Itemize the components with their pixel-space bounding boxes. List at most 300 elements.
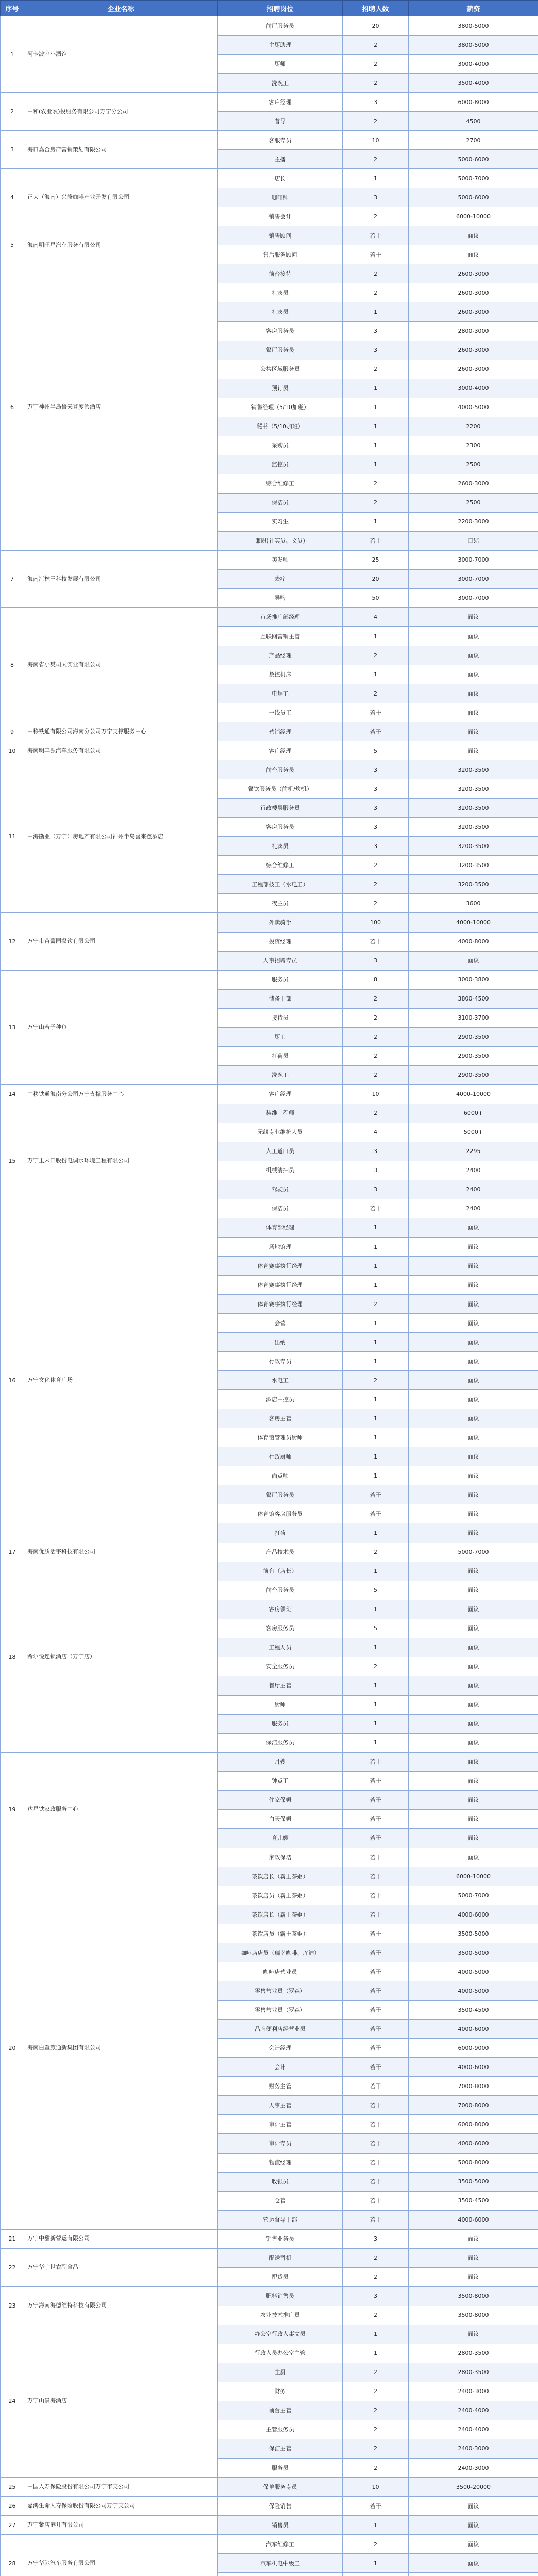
- headcount-cell: 1: [343, 1562, 409, 1581]
- headcount-cell: 2: [343, 55, 409, 74]
- salary-cell: 4000-6000: [409, 2134, 538, 2153]
- salary-cell: 面议: [409, 1600, 538, 1619]
- headcount-cell: 3: [343, 799, 409, 818]
- headcount-cell: 2: [343, 1657, 409, 1676]
- headcount-cell: 若干: [343, 2058, 409, 2077]
- headcount-cell: 2: [343, 875, 409, 894]
- salary-cell: 面议: [409, 1733, 538, 1752]
- salary-cell: 面议: [409, 951, 538, 970]
- headcount-cell: 2: [343, 2439, 409, 2458]
- row-index: 19: [1, 1752, 24, 1867]
- position-cell: 行政人员办公室主管: [218, 2344, 343, 2363]
- salary-cell: 面议: [409, 1676, 538, 1695]
- salary-cell: 4000-10000: [409, 1084, 538, 1104]
- row-index: 11: [1, 760, 24, 913]
- salary-cell: 4000-6000: [409, 2058, 538, 2077]
- position-cell: 保洁员: [218, 493, 343, 512]
- position-cell: 体育赛事执行经理: [218, 1257, 343, 1276]
- position-cell: 白天保姆: [218, 1809, 343, 1828]
- salary-cell: 面议: [409, 1314, 538, 1333]
- position-cell: 销售顾问: [218, 226, 343, 245]
- salary-cell: 4000-5000: [409, 1981, 538, 2001]
- table-row: [1, 93, 538, 112]
- company-name-cell: 中和(农业农)投服务有限公司万宁分公司: [24, 93, 218, 131]
- headcount-cell: 1: [343, 1218, 409, 1237]
- salary-cell: 3000-3800: [409, 970, 538, 989]
- headcount-cell: 3: [343, 1180, 409, 1199]
- position-cell: 配货员: [218, 2267, 343, 2286]
- headcount-cell: 2: [343, 1065, 409, 1084]
- salary-cell: 面议: [409, 1218, 538, 1237]
- salary-cell: 3000-7000: [409, 569, 538, 588]
- position-cell: 体育部经理: [218, 1218, 343, 1237]
- company-name-cell: 正大（海南）兴隆咖啡产业开发有限公司: [24, 169, 218, 226]
- position-cell: 餐饮服务员（前机/炊机）: [218, 779, 343, 799]
- table-row: [1, 169, 538, 188]
- salary-cell: 面议: [409, 2325, 538, 2344]
- headcount-cell: 1: [343, 379, 409, 398]
- row-index: 2: [1, 93, 24, 131]
- salary-cell: 3000-4000: [409, 379, 538, 398]
- row-index: 7: [1, 550, 24, 607]
- position-cell: 主播: [218, 150, 343, 169]
- salary-cell: 面议: [409, 1619, 538, 1638]
- headcount-cell: 1: [343, 302, 409, 321]
- position-cell: 肥料销售员: [218, 2286, 343, 2306]
- company-name-cell: 海南优质活宇科技有限公司: [24, 1543, 218, 1562]
- position-cell: 工程人员: [218, 1638, 343, 1657]
- position-cell: 销售员: [218, 2516, 343, 2535]
- position-cell: 客房服务员: [218, 321, 343, 341]
- salary-cell: 面议: [409, 684, 538, 703]
- headcount-cell: 若干: [343, 1943, 409, 1962]
- headcount-cell: 若干: [343, 245, 409, 264]
- row-index: 14: [1, 1084, 24, 1104]
- salary-cell: 2400-3000: [409, 2459, 538, 2478]
- salary-cell: 4000-6000: [409, 2020, 538, 2039]
- headcount-cell: 2: [343, 2420, 409, 2439]
- position-cell: 会营: [218, 1314, 343, 1333]
- headcount-cell: 2: [343, 112, 409, 131]
- headcount-cell: 1: [343, 1276, 409, 1295]
- headcount-cell: 若干: [343, 1828, 409, 1848]
- salary-cell: 2300: [409, 436, 538, 455]
- salary-cell: 5000-8000: [409, 2153, 538, 2172]
- position-cell: 前台接待: [218, 264, 343, 283]
- salary-cell: 2600-3000: [409, 474, 538, 493]
- salary-cell: 面议: [409, 1771, 538, 1790]
- salary-cell: 面议: [409, 1790, 538, 1809]
- headcount-cell: 2: [343, 360, 409, 379]
- headcount-cell: 3: [343, 951, 409, 970]
- position-cell: 前台主管: [218, 2401, 343, 2420]
- position-cell: 礼宾员: [218, 302, 343, 321]
- position-cell: 厨师: [218, 55, 343, 74]
- headcount-cell: 3: [343, 93, 409, 112]
- company-name-cell: 希尔悦连锁酒店（万宁店）: [24, 1562, 218, 1752]
- table-row: [1, 2248, 538, 2267]
- position-cell: 销售业务员: [218, 2229, 343, 2248]
- salary-cell: 面议: [409, 1562, 538, 1581]
- position-cell: 茶饮店员（霸王茶姬）: [218, 1886, 343, 1905]
- position-cell: 行政楼层服务员: [218, 799, 343, 818]
- position-cell: 综合维修工: [218, 474, 343, 493]
- salary-cell: 3200-3500: [409, 760, 538, 779]
- salary-cell: 3500-5000: [409, 1943, 538, 1962]
- headcount-cell: 2: [343, 2459, 409, 2478]
- position-cell: 汽车维修工: [218, 2535, 343, 2554]
- position-cell: 主管服务员: [218, 2420, 343, 2439]
- salary-cell: 3500-8000: [409, 2306, 538, 2325]
- position-cell: 会计经理: [218, 2039, 343, 2058]
- headcount-cell: 3: [343, 321, 409, 341]
- salary-cell: 面议: [409, 1333, 538, 1352]
- headcount-cell: 若干: [343, 1886, 409, 1905]
- headcount-cell: 1: [343, 1638, 409, 1657]
- company-name-cell: 万宁华驰汽车服务有限公司: [24, 2535, 218, 2576]
- salary-cell: 2700: [409, 131, 538, 150]
- headcount-cell: 2: [343, 1027, 409, 1046]
- salary-cell: 2600-3000: [409, 302, 538, 321]
- salary-cell: 4000-10000: [409, 913, 538, 932]
- table-row: [1, 226, 538, 245]
- position-cell: 前台服务员: [218, 760, 343, 779]
- headcount-cell: 2: [343, 1046, 409, 1065]
- headcount-cell: 10: [343, 1084, 409, 1104]
- salary-cell: 3200-3500: [409, 837, 538, 856]
- salary-cell: 2900-3500: [409, 1027, 538, 1046]
- salary-cell: 4000-5000: [409, 1962, 538, 1981]
- salary-cell: 4500: [409, 112, 538, 131]
- headcount-cell: 若干: [343, 531, 409, 550]
- position-cell: 洗碗工: [218, 74, 343, 93]
- headcount-cell: 5: [343, 741, 409, 760]
- headcount-cell: 2: [343, 493, 409, 512]
- position-cell: 数控机床: [218, 665, 343, 684]
- position-cell: 农业技术推广员: [218, 2306, 343, 2325]
- headcount-cell: 2: [343, 1104, 409, 1123]
- row-index: 12: [1, 913, 24, 970]
- salary-cell: 3100-3700: [409, 1008, 538, 1027]
- position-cell: 餐厅服务员: [218, 341, 343, 360]
- table-row: [1, 760, 538, 779]
- headcount-cell: 1: [343, 1523, 409, 1543]
- salary-cell: 3500-8000: [409, 2286, 538, 2306]
- salary-cell: 面议: [409, 646, 538, 665]
- salary-cell: 面议: [409, 1695, 538, 1714]
- company-name-cell: 万宁紫店港开有限公司: [24, 2516, 218, 2535]
- headcount-cell: 3: [343, 837, 409, 856]
- position-cell: 餐厅服务员: [218, 1485, 343, 1504]
- headcount-cell: 若干: [343, 1924, 409, 1943]
- salary-cell: 6000-10000: [409, 1867, 538, 1886]
- position-cell: 财务: [218, 2382, 343, 2401]
- salary-cell: 2400-4000: [409, 2401, 538, 2420]
- headcount-cell: 2: [343, 2535, 409, 2554]
- headcount-cell: 1: [343, 2325, 409, 2344]
- table-row: [1, 741, 538, 760]
- salary-cell: 面议: [409, 2497, 538, 2516]
- salary-cell: 3800-4500: [409, 989, 538, 1008]
- salary-cell: 面议: [409, 2229, 538, 2248]
- salary-cell: 2400: [409, 1161, 538, 1180]
- headcount-cell: 若干: [343, 1199, 409, 1218]
- salary-cell: 2800-3500: [409, 2363, 538, 2382]
- salary-cell: 面议: [409, 1828, 538, 1848]
- position-cell: 咖啡店店员（瑞幸咖啡、库迪）: [218, 1943, 343, 1962]
- position-cell: 育儿嫂: [218, 1828, 343, 1848]
- headcount-cell: 2: [343, 1295, 409, 1314]
- headcount-cell: 2: [343, 207, 409, 226]
- headcount-cell: 1: [343, 398, 409, 417]
- position-cell: 夜主员: [218, 894, 343, 913]
- salary-cell: 2500: [409, 493, 538, 512]
- table-row: [1, 131, 538, 150]
- company-name-cell: 万宁玉末田股份电调水环境工程有限公司: [24, 1104, 218, 1218]
- company-name-cell: 阿卡波室小酒馆: [24, 16, 218, 93]
- position-cell: 服务员: [218, 970, 343, 989]
- company-name-cell: 海南省小樊司太实业有限公司: [24, 607, 218, 722]
- headcount-cell: 若干: [343, 2020, 409, 2039]
- salary-cell: 3200-3500: [409, 875, 538, 894]
- salary-cell: 3000-7000: [409, 588, 538, 607]
- position-cell: 酒店中控员: [218, 1390, 343, 1409]
- salary-cell: 5000+: [409, 1123, 538, 1142]
- position-cell: 零售营业员（罗森）: [218, 2001, 343, 2020]
- salary-cell: 7000-8000: [409, 2096, 538, 2115]
- position-cell: 客服专员: [218, 131, 343, 150]
- position-cell: 去疗: [218, 569, 343, 588]
- job-table-body: [1, 16, 538, 2576]
- position-cell: 财务主管: [218, 2077, 343, 2096]
- headcount-cell: 1: [343, 1352, 409, 1371]
- headcount-cell: 3: [343, 188, 409, 207]
- salary-cell: 3500-4000: [409, 74, 538, 93]
- row-index: 6: [1, 264, 24, 550]
- headcount-cell: 20: [343, 569, 409, 588]
- position-cell: 保洁主管: [218, 2439, 343, 2458]
- salary-cell: 2400-3000: [409, 2439, 538, 2458]
- headcount-cell: 5: [343, 1619, 409, 1638]
- position-cell: 客户经理: [218, 93, 343, 112]
- salary-cell: 面议: [409, 1466, 538, 1485]
- position-cell: 保单服务专员: [218, 2478, 343, 2497]
- headcount-cell: 1: [343, 2344, 409, 2363]
- headcount-cell: 若干: [343, 1848, 409, 1867]
- salary-cell: 2200: [409, 417, 538, 436]
- headcount-cell: 若干: [343, 2001, 409, 2020]
- position-cell: 公共区域服务员: [218, 360, 343, 379]
- salary-cell: 3500-5000: [409, 1924, 538, 1943]
- salary-cell: 2400-3000: [409, 2382, 538, 2401]
- position-cell: 装维工程师: [218, 1104, 343, 1123]
- salary-cell: 面议: [409, 665, 538, 684]
- salary-cell: 2900-3500: [409, 1046, 538, 1065]
- salary-cell: 面议: [409, 1714, 538, 1733]
- table-row: [1, 2478, 538, 2497]
- position-cell: 茶饮店长（霸王茶姬）: [218, 1905, 343, 1924]
- table-row: [1, 1752, 538, 1771]
- position-cell: 安全服务员: [218, 1657, 343, 1676]
- salary-cell: 3500-4500: [409, 2001, 538, 2020]
- headcount-cell: 3: [343, 779, 409, 799]
- position-cell: 场地馆理: [218, 1238, 343, 1257]
- headcount-cell: 2: [343, 2382, 409, 2401]
- salary-cell: 5000-7000: [409, 169, 538, 188]
- salary-cell: 面议: [409, 722, 538, 741]
- salary-cell: 2500: [409, 455, 538, 474]
- row-index: 18: [1, 1562, 24, 1752]
- position-cell: 审计专员: [218, 2134, 343, 2153]
- position-cell: 店长: [218, 169, 343, 188]
- headcount-cell: 1: [343, 1600, 409, 1619]
- headcount-cell: 3: [343, 818, 409, 837]
- headcount-cell: 10: [343, 2478, 409, 2497]
- headcount-cell: 若干: [343, 1790, 409, 1809]
- salary-cell: 2800-3000: [409, 321, 538, 341]
- salary-cell: 3200-3500: [409, 779, 538, 799]
- position-cell: 采购员: [218, 436, 343, 455]
- headcount-cell: 若干: [343, 226, 409, 245]
- position-cell: 前台（店长）: [218, 1562, 343, 1581]
- headcount-cell: 2: [343, 894, 409, 913]
- company-name-cell: 海口嘉合房产营销策划有限公司: [24, 131, 218, 169]
- position-cell: 咖啡师: [218, 188, 343, 207]
- salary-cell: 3800-5000: [409, 16, 538, 36]
- salary-cell: 5000-7000: [409, 1886, 538, 1905]
- position-cell: 水电工: [218, 1371, 343, 1390]
- company-name-cell: 万宁中甜新营运有限公司: [24, 2229, 218, 2248]
- headcount-cell: 1: [343, 665, 409, 684]
- row-index: 23: [1, 2286, 24, 2325]
- position-cell: 体育馆管理员厨师: [218, 1428, 343, 1447]
- salary-cell: 面议: [409, 1504, 538, 1523]
- position-cell: 接待员: [218, 1008, 343, 1027]
- headcount-cell: 若干: [343, 2077, 409, 2096]
- headcount-cell: 3: [343, 2229, 409, 2248]
- headcount-cell: 1: [343, 1333, 409, 1352]
- company-name-cell: 海南白暨旅通新集团有限公司: [24, 1867, 218, 2230]
- salary-cell: 6000+: [409, 1104, 538, 1123]
- table-row: [1, 16, 538, 36]
- position-cell: 茶饮店员（霸王茶姬）: [218, 1924, 343, 1943]
- position-cell: 厨师: [218, 1695, 343, 1714]
- position-cell: 预订员: [218, 379, 343, 398]
- salary-cell: 面议: [409, 226, 538, 245]
- headcount-cell: 1: [343, 1314, 409, 1333]
- position-cell: 监控员: [218, 455, 343, 474]
- salary-cell: 面议: [409, 1848, 538, 1867]
- headcount-cell: 1: [343, 1390, 409, 1409]
- row-index: 10: [1, 741, 24, 760]
- position-cell: 配送司机: [218, 2248, 343, 2267]
- position-cell: 厨工: [218, 1027, 343, 1046]
- headcount-cell: 若干: [343, 1867, 409, 1886]
- position-cell: 客房服务员: [218, 818, 343, 837]
- position-cell: 体育赛事执行经理: [218, 1295, 343, 1314]
- salary-cell: 面议: [409, 1447, 538, 1466]
- salary-cell: 2400: [409, 1180, 538, 1199]
- salary-cell: 2600-3000: [409, 360, 538, 379]
- position-cell: 服务员: [218, 2459, 343, 2478]
- row-index: 20: [1, 1867, 24, 2230]
- position-cell: 工程部技工（水电工）: [218, 875, 343, 894]
- headcount-cell: 若干: [343, 1485, 409, 1504]
- headcount-cell: 3: [343, 1142, 409, 1161]
- headcount-cell: 2: [343, 283, 409, 302]
- header-company: 企业名称: [24, 1, 218, 16]
- headcount-cell: 1: [343, 1409, 409, 1428]
- table-row: [1, 264, 538, 283]
- salary-cell: 面议: [409, 1238, 538, 1257]
- headcount-cell: 20: [343, 16, 409, 36]
- headcount-cell: 8: [343, 970, 409, 989]
- position-cell: 洗碗工: [218, 1065, 343, 1084]
- headcount-cell: 1: [343, 1447, 409, 1466]
- headcount-cell: 2: [343, 646, 409, 665]
- row-index: 27: [1, 2516, 24, 2535]
- position-cell: 主厨助理: [218, 36, 343, 55]
- salary-cell: 6000-10000: [409, 207, 538, 226]
- position-cell: 机械清扫员: [218, 1161, 343, 1180]
- table-row: [1, 722, 538, 741]
- salary-cell: 6000-8000: [409, 93, 538, 112]
- row-index: 28: [1, 2535, 24, 2576]
- row-index: 15: [1, 1104, 24, 1218]
- headcount-cell: 1: [343, 1676, 409, 1695]
- position-cell: 互联网营销主管: [218, 627, 343, 646]
- position-cell: 体育馆客房服务员: [218, 1504, 343, 1523]
- headcount-cell: 2: [343, 2267, 409, 2286]
- salary-cell: 面议: [409, 1657, 538, 1676]
- salary-cell: 3000-4000: [409, 55, 538, 74]
- salary-cell: 5000-7000: [409, 1543, 538, 1562]
- position-cell: 餐厅主管: [218, 1676, 343, 1695]
- company-name-cell: 中海勘业（万宁）房地产有限公司神州半岛喜来登酒店: [24, 760, 218, 913]
- position-cell: 住家保姆: [218, 1790, 343, 1809]
- row-index: 26: [1, 2497, 24, 2516]
- salary-cell: 面议: [409, 607, 538, 626]
- headcount-cell: 若干: [343, 1962, 409, 1981]
- headcount-cell: 若干: [343, 2497, 409, 2516]
- headcount-cell: 1: [343, 1714, 409, 1733]
- headcount-cell: 2: [343, 474, 409, 493]
- company-name-cell: 中移铁通有限公司海南分公司万宁支撑服务中心: [24, 722, 218, 741]
- position-cell: 产品经理: [218, 646, 343, 665]
- position-cell: 人工道口员: [218, 1142, 343, 1161]
- salary-cell: 2800-3500: [409, 2344, 538, 2363]
- headcount-cell: 1: [343, 436, 409, 455]
- table-row: [1, 1562, 538, 1581]
- headcount-cell: 3: [343, 341, 409, 360]
- salary-cell: 面议: [409, 1390, 538, 1409]
- position-cell: 客户经理: [218, 741, 343, 760]
- salary-cell: 2600-3000: [409, 283, 538, 302]
- company-name-cell: 万宁海南海德维特科技有限公司: [24, 2286, 218, 2325]
- headcount-cell: 2: [343, 684, 409, 703]
- table-row: [1, 607, 538, 626]
- salary-cell: 2600-3000: [409, 341, 538, 360]
- headcount-cell: 1: [343, 2554, 409, 2573]
- table-row: [1, 1867, 538, 1886]
- headcount-cell: 1: [343, 1695, 409, 1714]
- salary-cell: 5000-6000: [409, 188, 538, 207]
- salary-cell: 面议: [409, 1581, 538, 1600]
- salary-cell: 面议: [409, 1428, 538, 1447]
- salary-cell: 面议: [409, 1257, 538, 1276]
- row-index: 24: [1, 2325, 24, 2477]
- table-row: [1, 1218, 538, 1237]
